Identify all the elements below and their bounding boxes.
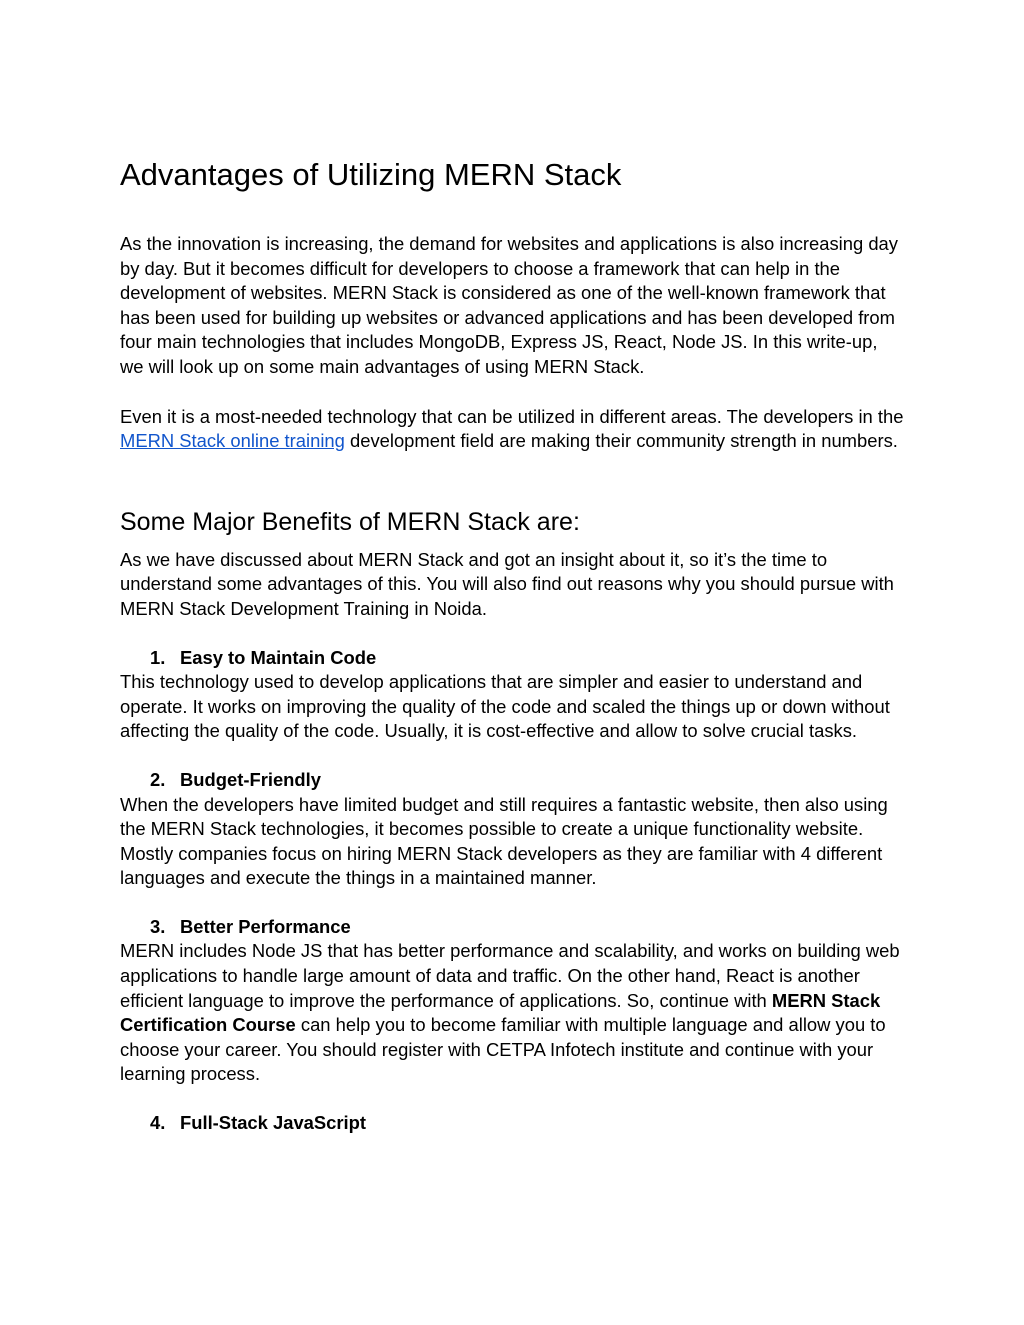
benefit-2-heading	[120, 768, 904, 793]
section-lead-paragraph: As we have discussed about MERN Stack and got an insight about it, so it’s the time to understand some advantages of this. You will also find out reasons why you should pursue with MERN Stack Development Training in Noida.	[120, 548, 894, 619]
section-heading: Some Major Benefits of MERN Stack are:	[120, 507, 580, 536]
benefit-item-3	[120, 915, 904, 1087]
benefit-1-number: 1.	[150, 646, 166, 668]
benefit-3-title: Better Performance	[180, 915, 351, 937]
benefit-4-number: 4.	[150, 1112, 166, 1134]
benefit-3-body-before: MERN includes Node JS that has better performance and scalability, and works on building web applications to handle large amount of data and traffic. On the other hand, React is another efficient language to improve the performance of applications. So, continue with	[120, 940, 900, 1011]
benefit-2-number: 2.	[150, 768, 166, 790]
benefit-item-1	[120, 646, 904, 744]
mern-stack-online-training-link[interactable]: MERN Stack online training	[120, 430, 345, 452]
benefit-3-heading	[120, 915, 904, 940]
intro-paragraph-2-text-before: Even it is a most-needed technology that can be utilized in different areas. The developers in the	[120, 405, 904, 427]
intro-paragraph-2-text-after: development field are making their community strength in numbers.	[344, 430, 898, 452]
benefit-3-body-after: can help you to become familiar with multiple language and allow you to choose your career. You should register with CETPA Infotech institute and continue with your learning process.	[120, 1014, 886, 1085]
benefit-4-heading	[120, 1111, 904, 1136]
intro-paragraph-1: As the innovation is increasing, the demand for websites and applications is also increasing day by day. But it becomes difficult for developers to choose a framework that can help in the development of websites. MERN Stack is considered as one of the well-known framework that has been used for building up websites or advanced applications and has been developed from four main technologies that includes MongoDB, Express JS, React, Node JS. In this write-up, we will look up on some main advantages of using MERN Stack.	[120, 233, 898, 377]
benefit-1-body: This technology used to develop applications that are simpler and easier to understand and operate. It works on improving the quality of the code and scaled the things up or down without affecting the quality of the code. Usually, it is cost-effective and allow to solve crucial tasks.	[120, 671, 890, 742]
page-title: Advantages of Utilizing MERN Stack	[120, 157, 622, 192]
benefit-2-body: When the developers have limited budget and still requires a fantastic website, then also using the MERN Stack technologies, it becomes possible to create a unique functionality website. Mostly companies focus on hiring MERN Stack developers as they are familiar with 4 different languages and execute the things in a maintained manner.	[120, 793, 888, 889]
benefit-1-title: Easy to Maintain Code	[180, 646, 377, 668]
intro-paragraph-2	[120, 405, 904, 454]
benefit-3-number: 3.	[150, 915, 166, 937]
benefit-3-body	[120, 939, 904, 1087]
benefit-4-title: Full-Stack JavaScript	[180, 1112, 367, 1134]
benefit-1-heading	[120, 646, 904, 671]
benefit-2-title: Budget-Friendly	[180, 768, 321, 790]
benefit-3-body-bold: MERN Stack Certification Course	[120, 989, 881, 1036]
benefit-item-2	[120, 768, 904, 891]
benefit-item-4	[120, 1111, 904, 1136]
